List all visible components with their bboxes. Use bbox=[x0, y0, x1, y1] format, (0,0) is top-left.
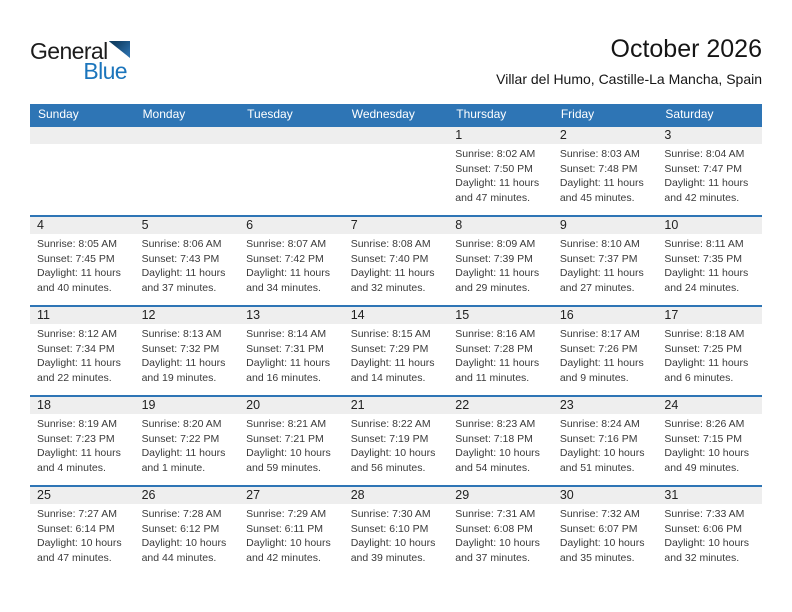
sunrise-text: Sunrise: 8:26 AM bbox=[664, 418, 745, 430]
day-info bbox=[135, 414, 240, 475]
sunrise-text: Sunrise: 8:17 AM bbox=[559, 328, 640, 340]
day-number bbox=[239, 127, 344, 144]
day-cell bbox=[135, 487, 240, 575]
sunset-text: Sunset: 7:45 PM bbox=[37, 252, 115, 265]
day-info bbox=[448, 144, 553, 205]
sunrise-text: Sunrise: 7:32 AM bbox=[559, 508, 640, 520]
sunset-text: Sunset: 7:35 PM bbox=[664, 252, 743, 265]
day-cell bbox=[657, 397, 762, 485]
day-cell bbox=[135, 397, 240, 485]
week-row bbox=[30, 215, 762, 305]
day-info bbox=[135, 324, 240, 385]
day-number: 23 bbox=[553, 397, 658, 414]
day-number: 27 bbox=[239, 487, 344, 504]
day-cell bbox=[553, 217, 658, 305]
day-cell bbox=[448, 397, 553, 485]
day-info bbox=[344, 234, 449, 295]
day-number: 6 bbox=[239, 217, 344, 234]
daylight-text: Daylight: 11 hours and 22 minutes. bbox=[37, 357, 121, 384]
sunrise-text: Sunrise: 8:20 AM bbox=[141, 418, 222, 430]
daylight-text: Daylight: 11 hours and 16 minutes. bbox=[246, 357, 330, 384]
daylight-text: Daylight: 11 hours and 1 minute. bbox=[141, 447, 226, 474]
daylight-text: Daylight: 11 hours and 40 minutes. bbox=[37, 267, 121, 294]
empty-day-cell bbox=[135, 127, 240, 215]
sunrise-text: Sunrise: 8:15 AM bbox=[350, 328, 431, 340]
sunrise-text: Sunrise: 8:14 AM bbox=[246, 328, 327, 340]
sunrise-text: Sunrise: 8:06 AM bbox=[141, 238, 222, 250]
sunrise-text: Sunrise: 8:11 AM bbox=[664, 238, 744, 250]
day-cell bbox=[448, 307, 553, 395]
day-number: 12 bbox=[135, 307, 240, 324]
day-info bbox=[657, 324, 762, 385]
sunset-text: Sunset: 7:32 PM bbox=[141, 342, 220, 355]
weekday-label: Wednesday bbox=[351, 107, 415, 121]
day-info bbox=[30, 234, 135, 295]
sunset-text: Sunset: 7:15 PM bbox=[664, 432, 743, 445]
sunset-text: Sunset: 7:26 PM bbox=[559, 342, 638, 355]
sunset-text: Sunset: 7:48 PM bbox=[559, 162, 638, 175]
day-cell bbox=[30, 487, 135, 575]
sunset-text: Sunset: 7:23 PM bbox=[37, 432, 115, 445]
day-info bbox=[448, 324, 553, 385]
day-info bbox=[344, 504, 449, 565]
day-number bbox=[344, 127, 449, 144]
sunset-text: Sunset: 6:12 PM bbox=[141, 522, 220, 535]
sunrise-text: Sunrise: 8:02 AM bbox=[455, 148, 536, 160]
sunset-text: Sunset: 6:07 PM bbox=[559, 522, 638, 535]
day-cell bbox=[30, 217, 135, 305]
day-number: 16 bbox=[553, 307, 658, 324]
sunset-text: Sunset: 7:34 PM bbox=[37, 342, 115, 355]
general-blue-logo bbox=[30, 40, 130, 84]
day-number: 7 bbox=[344, 217, 449, 234]
day-cell bbox=[344, 307, 449, 395]
daylight-text: Daylight: 11 hours and 24 minutes. bbox=[664, 267, 749, 294]
day-info bbox=[657, 504, 762, 565]
day-number: 14 bbox=[344, 307, 449, 324]
sunrise-text: Sunrise: 8:03 AM bbox=[559, 148, 640, 160]
sunrise-text: Sunrise: 8:12 AM bbox=[37, 328, 117, 340]
empty-day-cell bbox=[239, 127, 344, 215]
daylight-text: Daylight: 11 hours and 42 minutes. bbox=[664, 177, 749, 204]
sunset-text: Sunset: 6:10 PM bbox=[350, 522, 429, 535]
daylight-text: Daylight: 10 hours and 35 minutes. bbox=[559, 537, 645, 564]
daylight-text: Daylight: 11 hours and 29 minutes. bbox=[455, 267, 540, 294]
daylight-text: Daylight: 10 hours and 42 minutes. bbox=[246, 537, 331, 564]
sunrise-text: Sunrise: 8:10 AM bbox=[559, 238, 640, 250]
sunset-text: Sunset: 7:43 PM bbox=[141, 252, 220, 265]
day-info bbox=[135, 144, 240, 147]
day-info bbox=[553, 234, 658, 295]
day-cell bbox=[344, 397, 449, 485]
daylight-text: Daylight: 10 hours and 59 minutes. bbox=[246, 447, 331, 474]
daylight-text: Daylight: 11 hours and 34 minutes. bbox=[246, 267, 330, 294]
day-cell bbox=[553, 487, 658, 575]
day-info bbox=[553, 324, 658, 385]
week-row bbox=[30, 395, 762, 485]
day-number: 26 bbox=[135, 487, 240, 504]
sunrise-text: Sunrise: 7:27 AM bbox=[37, 508, 117, 520]
sunset-text: Sunset: 7:22 PM bbox=[141, 432, 220, 445]
day-cell bbox=[135, 307, 240, 395]
day-number bbox=[135, 127, 240, 144]
day-number: 24 bbox=[657, 397, 762, 414]
day-number: 9 bbox=[553, 217, 658, 234]
day-info bbox=[657, 234, 762, 295]
location-subtitle: Villar del Humo, Castille-La Mancha, Spain bbox=[496, 71, 762, 87]
sunrise-text: Sunrise: 8:18 AM bbox=[664, 328, 745, 340]
daylight-text: Daylight: 10 hours and 54 minutes. bbox=[455, 447, 540, 474]
sunrise-text: Sunrise: 8:13 AM bbox=[141, 328, 222, 340]
empty-day-cell bbox=[30, 127, 135, 215]
day-info bbox=[30, 504, 135, 565]
day-info bbox=[448, 234, 553, 295]
daylight-text: Daylight: 11 hours and 27 minutes. bbox=[559, 267, 644, 294]
sunset-text: Sunset: 7:28 PM bbox=[455, 342, 533, 355]
day-cell bbox=[239, 307, 344, 395]
day-cell bbox=[448, 487, 553, 575]
day-info bbox=[448, 504, 553, 565]
weekday-label: Monday bbox=[142, 107, 186, 121]
sunrise-text: Sunrise: 7:31 AM bbox=[455, 508, 536, 520]
sunrise-text: Sunrise: 7:30 AM bbox=[350, 508, 431, 520]
day-number: 21 bbox=[344, 397, 449, 414]
day-number: 31 bbox=[657, 487, 762, 504]
sunrise-text: Sunrise: 8:09 AM bbox=[455, 238, 536, 250]
sunset-text: Sunset: 7:21 PM bbox=[246, 432, 324, 445]
empty-day-cell bbox=[344, 127, 449, 215]
day-cell bbox=[553, 397, 658, 485]
day-info bbox=[239, 324, 344, 385]
daylight-text: Daylight: 10 hours and 32 minutes. bbox=[664, 537, 750, 564]
daylight-text: Daylight: 11 hours and 47 minutes. bbox=[455, 177, 540, 204]
sunset-text: Sunset: 7:29 PM bbox=[350, 342, 429, 355]
weekday-label: Sunday bbox=[38, 107, 79, 121]
daylight-text: Daylight: 10 hours and 37 minutes. bbox=[455, 537, 540, 564]
day-cell bbox=[239, 217, 344, 305]
day-number: 29 bbox=[448, 487, 553, 504]
sunrise-text: Sunrise: 8:16 AM bbox=[455, 328, 536, 340]
day-info bbox=[657, 414, 762, 475]
sunset-text: Sunset: 6:11 PM bbox=[246, 522, 323, 535]
daylight-text: Daylight: 11 hours and 9 minutes. bbox=[559, 357, 644, 384]
day-number: 3 bbox=[657, 127, 762, 144]
day-cell bbox=[239, 397, 344, 485]
sunrise-text: Sunrise: 7:28 AM bbox=[141, 508, 222, 520]
week-row bbox=[30, 125, 762, 215]
sunrise-text: Sunrise: 8:24 AM bbox=[559, 418, 640, 430]
week-row bbox=[30, 485, 762, 575]
calendar bbox=[30, 104, 762, 575]
day-number: 20 bbox=[239, 397, 344, 414]
daylight-text: Daylight: 10 hours and 56 minutes. bbox=[350, 447, 436, 474]
day-info bbox=[553, 504, 658, 565]
day-cell bbox=[30, 397, 135, 485]
sunset-text: Sunset: 7:16 PM bbox=[559, 432, 638, 445]
daylight-text: Daylight: 11 hours and 37 minutes. bbox=[141, 267, 226, 294]
day-number: 19 bbox=[135, 397, 240, 414]
sunrise-text: Sunrise: 8:23 AM bbox=[455, 418, 536, 430]
logo-blue-text: Blue bbox=[83, 58, 127, 84]
day-number: 10 bbox=[657, 217, 762, 234]
day-info bbox=[239, 414, 344, 475]
sunset-text: Sunset: 7:31 PM bbox=[246, 342, 324, 355]
week-row bbox=[30, 305, 762, 395]
daylight-text: Daylight: 11 hours and 32 minutes. bbox=[350, 267, 435, 294]
sunrise-text: Sunrise: 8:04 AM bbox=[664, 148, 745, 160]
sunrise-text: Sunrise: 7:29 AM bbox=[246, 508, 327, 520]
day-number bbox=[30, 127, 135, 144]
weekday-label: Tuesday bbox=[247, 107, 293, 121]
day-cell bbox=[448, 127, 553, 215]
day-number: 30 bbox=[553, 487, 658, 504]
day-number: 28 bbox=[344, 487, 449, 504]
day-info bbox=[135, 234, 240, 295]
day-info bbox=[344, 324, 449, 385]
day-info bbox=[135, 504, 240, 565]
weekday-header-row bbox=[30, 104, 762, 125]
logo-triangle-icon bbox=[109, 41, 130, 58]
day-info bbox=[30, 324, 135, 385]
daylight-text: Daylight: 10 hours and 51 minutes. bbox=[559, 447, 645, 474]
day-info bbox=[553, 414, 658, 475]
day-number: 11 bbox=[30, 307, 135, 324]
day-cell bbox=[553, 127, 658, 215]
day-cell bbox=[239, 487, 344, 575]
day-info bbox=[553, 144, 658, 205]
sunrise-text: Sunrise: 8:08 AM bbox=[350, 238, 431, 250]
day-number: 22 bbox=[448, 397, 553, 414]
sunrise-text: Sunrise: 8:19 AM bbox=[37, 418, 117, 430]
sunset-text: Sunset: 7:50 PM bbox=[455, 162, 533, 175]
day-number: 13 bbox=[239, 307, 344, 324]
daylight-text: Daylight: 11 hours and 6 minutes. bbox=[664, 357, 749, 384]
day-cell bbox=[135, 217, 240, 305]
day-number: 8 bbox=[448, 217, 553, 234]
sunset-text: Sunset: 6:14 PM bbox=[37, 522, 115, 535]
sunrise-text: Sunrise: 7:33 AM bbox=[664, 508, 745, 520]
sunrise-text: Sunrise: 8:05 AM bbox=[37, 238, 117, 250]
day-cell bbox=[657, 217, 762, 305]
day-cell bbox=[657, 307, 762, 395]
daylight-text: Daylight: 10 hours and 47 minutes. bbox=[37, 537, 122, 564]
sunset-text: Sunset: 7:39 PM bbox=[455, 252, 533, 265]
day-info bbox=[239, 234, 344, 295]
day-info bbox=[30, 414, 135, 475]
day-cell bbox=[553, 307, 658, 395]
day-info bbox=[30, 144, 135, 147]
day-info bbox=[239, 144, 344, 147]
sunset-text: Sunset: 7:37 PM bbox=[559, 252, 638, 265]
daylight-text: Daylight: 11 hours and 14 minutes. bbox=[350, 357, 435, 384]
sunset-text: Sunset: 7:19 PM bbox=[350, 432, 429, 445]
day-cell bbox=[30, 307, 135, 395]
daylight-text: Daylight: 10 hours and 39 minutes. bbox=[350, 537, 436, 564]
day-number: 2 bbox=[553, 127, 658, 144]
weekday-label: Thursday bbox=[456, 107, 507, 121]
sunset-text: Sunset: 6:08 PM bbox=[455, 522, 533, 535]
daylight-text: Daylight: 10 hours and 44 minutes. bbox=[141, 537, 227, 564]
weekday-label: Saturday bbox=[665, 107, 714, 121]
logo-general-text: General bbox=[30, 38, 108, 64]
day-info bbox=[657, 144, 762, 205]
day-number: 15 bbox=[448, 307, 553, 324]
page-title: October 2026 bbox=[610, 35, 762, 63]
sunset-text: Sunset: 7:47 PM bbox=[664, 162, 743, 175]
day-cell bbox=[344, 217, 449, 305]
daylight-text: Daylight: 11 hours and 11 minutes. bbox=[455, 357, 540, 384]
day-cell bbox=[657, 127, 762, 215]
calendar-grid bbox=[30, 125, 762, 575]
weekday-label: Friday bbox=[560, 107, 595, 121]
day-number: 18 bbox=[30, 397, 135, 414]
daylight-text: Daylight: 11 hours and 45 minutes. bbox=[559, 177, 644, 204]
day-number: 5 bbox=[135, 217, 240, 234]
day-info bbox=[344, 144, 449, 147]
sunset-text: Sunset: 7:18 PM bbox=[455, 432, 533, 445]
sunset-text: Sunset: 6:06 PM bbox=[664, 522, 743, 535]
day-number: 17 bbox=[657, 307, 762, 324]
day-number: 1 bbox=[448, 127, 553, 144]
day-cell bbox=[344, 487, 449, 575]
sunset-text: Sunset: 7:25 PM bbox=[664, 342, 743, 355]
day-number: 25 bbox=[30, 487, 135, 504]
sunrise-text: Sunrise: 8:21 AM bbox=[246, 418, 327, 430]
sunset-text: Sunset: 7:40 PM bbox=[350, 252, 429, 265]
day-cell bbox=[657, 487, 762, 575]
daylight-text: Daylight: 10 hours and 49 minutes. bbox=[664, 447, 750, 474]
title-block bbox=[496, 34, 762, 87]
daylight-text: Daylight: 11 hours and 4 minutes. bbox=[37, 447, 121, 474]
sunrise-text: Sunrise: 8:07 AM bbox=[246, 238, 327, 250]
day-number: 4 bbox=[30, 217, 135, 234]
day-info bbox=[239, 504, 344, 565]
daylight-text: Daylight: 11 hours and 19 minutes. bbox=[141, 357, 226, 384]
day-info bbox=[344, 414, 449, 475]
day-cell bbox=[448, 217, 553, 305]
sunset-text: Sunset: 7:42 PM bbox=[246, 252, 324, 265]
day-info bbox=[448, 414, 553, 475]
sunrise-text: Sunrise: 8:22 AM bbox=[350, 418, 431, 430]
